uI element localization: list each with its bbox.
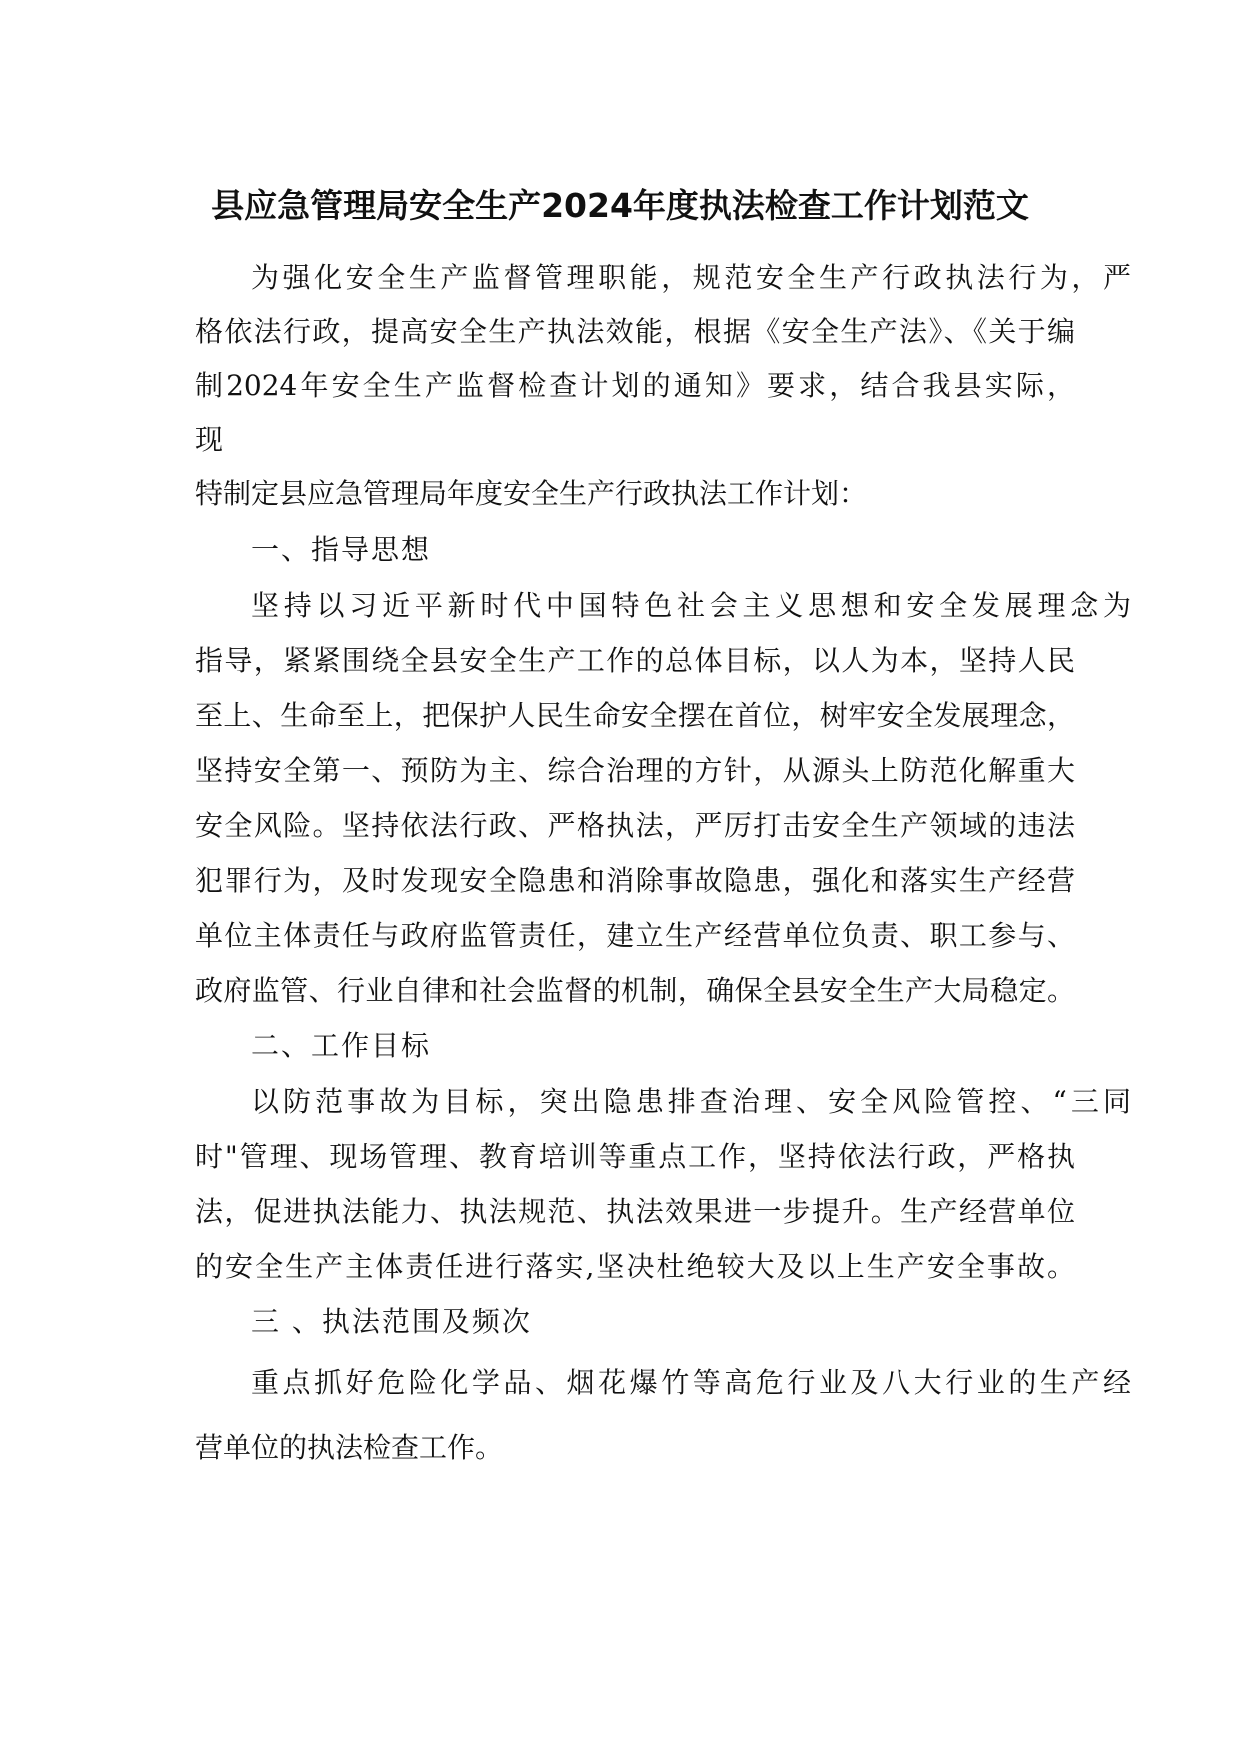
section-heading: 二、工作目标: [251, 1029, 432, 1062]
paragraph-line: 营单位的执法检查工作。: [195, 1431, 504, 1464]
section-heading: 三 、执法范围及频次: [251, 1305, 532, 1338]
paragraph-line: 特制定县应急管理局年度安全生产行政执法工作计划：: [195, 477, 868, 510]
paragraph-line: 重点抓好危险化学品、烟花爆竹等高危行业及八大行业的生产经: [251, 1366, 1131, 1399]
paragraph-line: 为强化安全生产监督管理职能，规范安全生产行政执法行为，严: [251, 261, 1131, 294]
paragraph-line: 指导，紧紧围绕全县安全生产工作的总体目标，以人为本，坚持人民: [195, 644, 1075, 677]
paragraph-line: 现: [195, 423, 224, 456]
paragraph-line: 制2024年安全生产监督检查计划的通知》要求，结合我县实际，: [195, 369, 1075, 402]
paragraph-line: 至上、生命至上，把保护人民生命安全摆在首位，树牢安全发展理念，: [195, 699, 1075, 732]
paragraph-line: 坚持安全第一、预防为主、综合治理的方针，从源头上防范化解重大: [195, 754, 1075, 787]
paragraph-line: 坚持以习近平新时代中国特色社会主义思想和安全发展理念为: [251, 589, 1131, 622]
paragraph-line: 以防范事故为目标，突出隐患排查治理、安全风险管控、“三同: [251, 1085, 1131, 1118]
paragraph-line: 格依法行政，提高安全生产执法效能，根据《安全生产法》、《关于编: [195, 315, 1075, 348]
paragraph-line: 单位主体责任与政府监管责任，建立生产经营单位负责、职工参与、: [195, 919, 1075, 952]
paragraph-line: 政府监管、行业自律和社会监督的机制，确保全县安全生产大局稳定。: [195, 974, 1075, 1007]
paragraph-line: 犯罪行为，及时发现安全隐患和消除事故隐患，强化和落实生产经营: [195, 864, 1075, 897]
section-heading: 一、指导思想: [251, 533, 432, 566]
paragraph-line: 时"管理、现场管理、教育培训等重点工作，坚持依法行政，严格执: [195, 1140, 1075, 1173]
paragraph-line: 的安全生产主体责任进行落实,坚决杜绝较大及以上生产安全事故。: [195, 1250, 1075, 1283]
paragraph-line: 安全风险。坚持依法行政、严格执法，严厉打击安全生产领域的违法: [195, 809, 1075, 842]
paragraph-line: 法，促进执法能力、执法规范、执法效果进一步提升。生产经营单位: [195, 1195, 1075, 1228]
document-title: 县应急管理局安全生产2024年度执法检查工作计划范文: [211, 186, 1029, 225]
